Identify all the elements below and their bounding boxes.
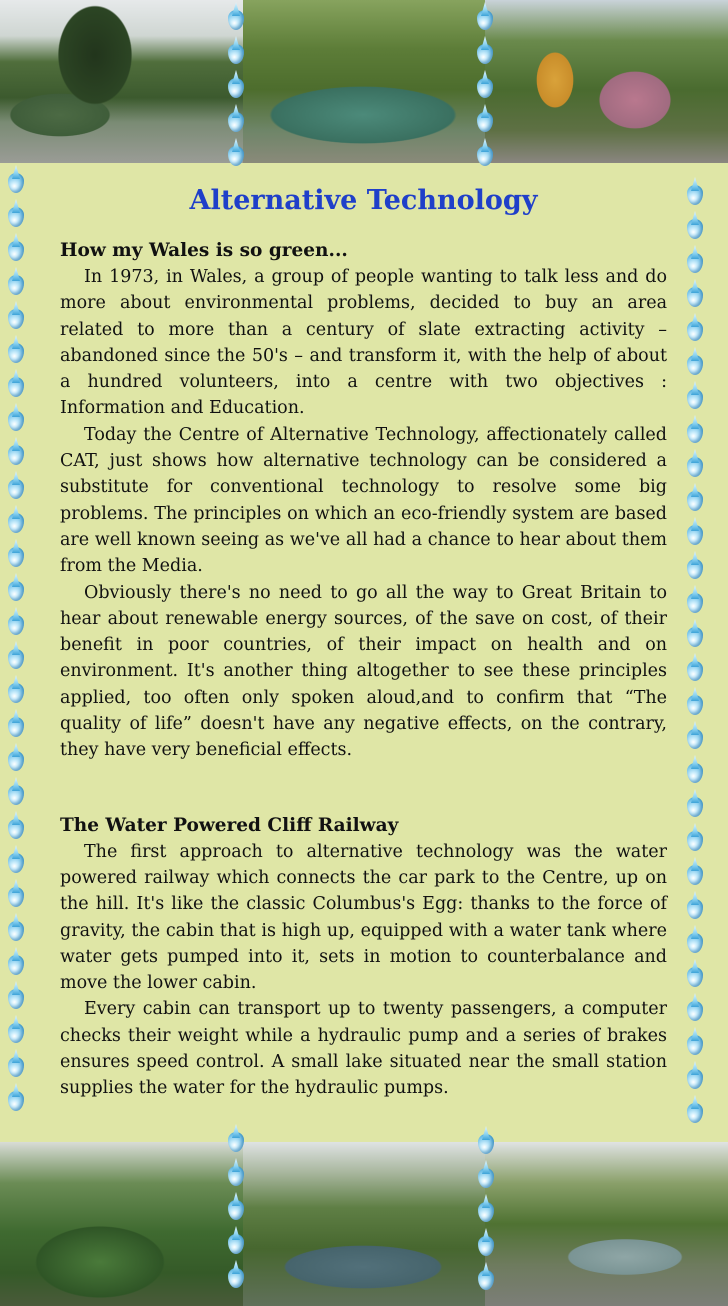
water-droplet-icon: [6, 471, 26, 501]
top-right-droplet-chain: [475, 0, 495, 170]
water-droplet-icon: [685, 585, 705, 615]
water-droplet-icon: [476, 1126, 496, 1156]
water-droplet-icon: [475, 138, 495, 168]
article-body: [60, 180, 667, 1102]
water-droplet-icon: [6, 1083, 26, 1113]
section-heading: The Water Powered Cliff Railway: [60, 814, 399, 836]
right-droplet-border: [685, 175, 705, 1127]
water-droplet-icon: [6, 947, 26, 977]
paragraph: The first approach to alternative technology was the water powered railway which connects the car park to the Centre, up on the hill. It's like the classic Columbus's Egg: thanks to the force of gravity, the cabin that is high up, equipped with a water tank where water gets pumped into it, sets in motion to counterbalance and move the lower cabin.: [60, 841, 667, 994]
top-photo-strip: [0, 0, 728, 163]
water-droplet-icon: [226, 1260, 246, 1290]
water-droplet-icon: [6, 879, 26, 909]
water-droplet-icon: [685, 211, 705, 241]
water-droplet-icon: [685, 245, 705, 275]
water-droplet-icon: [6, 1015, 26, 1045]
paragraph: In 1973, in Wales, a group of people wanting to talk less and do more about environmental problems, decided to buy an area related to more than a century of slate extracting activity – abandoned since the 50's – and transform it, with the help of about a hundred volunteers, into a centre with two objectives : Information and Education.: [60, 267, 667, 419]
water-droplet-icon: [226, 2, 246, 32]
paragraph: Every cabin can transport up to twenty passengers, a computer checks their weight while a hydraulic pump and a series of brakes ensures speed control. A small lake situated near the small station supplies the water for the hydraulic pumps.: [60, 999, 667, 1099]
water-droplet-icon: [6, 369, 26, 399]
water-droplet-icon: [685, 449, 705, 479]
water-droplet-icon: [6, 301, 26, 331]
water-droplet-icon: [6, 335, 26, 365]
water-droplet-icon: [226, 1192, 246, 1222]
water-droplet-icon: [226, 70, 246, 100]
water-droplet-icon: [226, 1226, 246, 1256]
water-droplet-icon: [685, 517, 705, 547]
water-droplet-icon: [685, 823, 705, 853]
water-droplet-icon: [685, 279, 705, 309]
water-droplet-icon: [226, 1124, 246, 1154]
water-droplet-icon: [685, 619, 705, 649]
section-cliff-railway: [60, 813, 667, 1102]
water-droplet-icon: [685, 857, 705, 887]
water-droplet-icon: [685, 1095, 705, 1125]
water-droplet-icon: [685, 177, 705, 207]
water-droplet-icon: [6, 267, 26, 297]
water-droplet-icon: [476, 1228, 496, 1258]
pond-photo: [243, 0, 486, 163]
water-droplet-icon: [226, 36, 246, 66]
water-droplet-icon: [475, 2, 495, 32]
water-droplet-icon: [685, 789, 705, 819]
path-photo: [485, 1142, 728, 1306]
water-droplet-icon: [476, 1194, 496, 1224]
section-heading: How my Wales is so green...: [60, 240, 348, 261]
bottom-right-droplet-chain: [476, 1124, 496, 1294]
bottom-left-droplet-chain: [226, 1122, 246, 1292]
water-droplet-icon: [685, 313, 705, 343]
water-droplet-icon: [685, 381, 705, 411]
water-droplet-icon: [6, 165, 26, 195]
lake-photo: [243, 1142, 486, 1306]
water-droplet-icon: [475, 104, 495, 134]
water-droplet-icon: [685, 1027, 705, 1057]
flower-bed-photo: [485, 0, 728, 163]
water-droplet-icon: [685, 993, 705, 1023]
section-spacer: [60, 764, 667, 813]
water-droplet-icon: [685, 551, 705, 581]
water-droplet-icon: [685, 721, 705, 751]
water-droplet-icon: [476, 1262, 496, 1292]
water-droplet-icon: [476, 1160, 496, 1190]
water-droplet-icon: [6, 981, 26, 1011]
water-droplet-icon: [6, 811, 26, 841]
top-left-droplet-chain: [226, 0, 246, 170]
water-droplet-icon: [6, 437, 26, 467]
left-droplet-border: [6, 163, 26, 1115]
water-droplet-icon: [685, 925, 705, 955]
page-title: Alternative Technology: [189, 185, 538, 216]
water-droplet-icon: [6, 845, 26, 875]
garden-photo: [0, 0, 243, 163]
water-droplet-icon: [6, 403, 26, 433]
water-droplet-icon: [6, 505, 26, 535]
water-droplet-icon: [6, 199, 26, 229]
water-droplet-icon: [226, 104, 246, 134]
water-droplet-icon: [226, 138, 246, 168]
water-droplet-icon: [6, 607, 26, 637]
section-wales-green: [60, 238, 667, 764]
water-droplet-icon: [685, 415, 705, 445]
water-droplet-icon: [6, 1049, 26, 1079]
water-droplet-icon: [6, 573, 26, 603]
water-droplet-icon: [685, 959, 705, 989]
water-droplet-icon: [685, 483, 705, 513]
bottom-photo-strip: [0, 1142, 728, 1306]
water-droplet-icon: [685, 347, 705, 377]
paragraph: Obviously there's no need to go all the way to Great Britain to hear about renewable energy sources, of the save on cost, of their benefit in poor countries, of their impact on health and on environment. It's another thing altogether to see these principles applied, too often only spoken aloud,and to confirm that “The quality of life” doesn't have any negative effects, on the contrary, they have very beneficial effects.: [60, 582, 667, 761]
paragraph: Today the Centre of Alternative Technology, affectionately called CAT, just shows how alternative technology can be considered a substitute for conventional technology to resolve some big problems. The principles on which an eco-friendly system are based are well known seeing as we've all had a chance to hear about them from the Media.: [60, 424, 667, 577]
water-droplet-icon: [685, 755, 705, 785]
water-droplet-icon: [226, 1158, 246, 1188]
greenhouse-photo: [0, 1142, 243, 1306]
water-droplet-icon: [6, 233, 26, 263]
water-droplet-icon: [685, 653, 705, 683]
water-droplet-icon: [685, 1061, 705, 1091]
water-droplet-icon: [6, 743, 26, 773]
water-droplet-icon: [685, 891, 705, 921]
water-droplet-icon: [6, 777, 26, 807]
water-droplet-icon: [475, 36, 495, 66]
water-droplet-icon: [6, 675, 26, 705]
water-droplet-icon: [6, 641, 26, 671]
water-droplet-icon: [685, 687, 705, 717]
water-droplet-icon: [475, 70, 495, 100]
water-droplet-icon: [6, 913, 26, 943]
water-droplet-icon: [6, 539, 26, 569]
water-droplet-icon: [6, 709, 26, 739]
